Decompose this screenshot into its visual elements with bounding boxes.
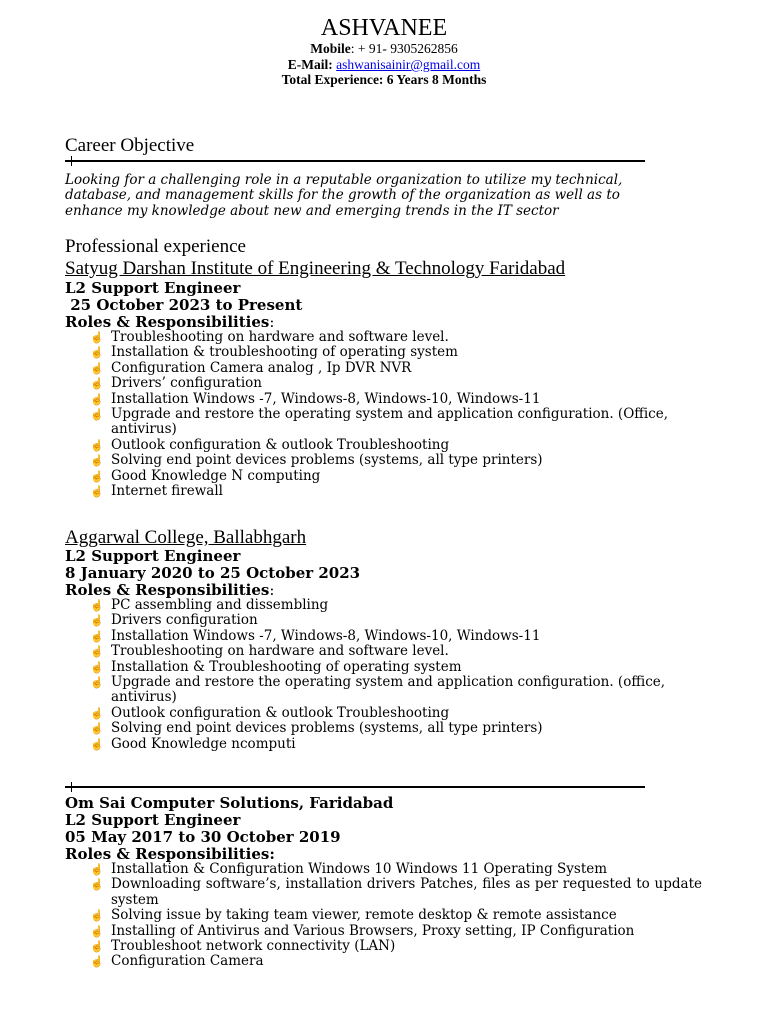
list-item: ☝ Installation & Configuration Windows 10 Windows 11 Operating System [90, 861, 608, 877]
hand-bullet-icon: ☝ [90, 361, 104, 375]
job-2-responsibilities [90, 598, 702, 752]
section-divider [65, 160, 645, 162]
list-item: ☝ Upgrade and restore the operating system and application configuration. (Office, antivirus) [90, 406, 669, 438]
total-experience: Total Experience: 6 Years 8 Months [281, 72, 487, 87]
list-item: ☝ Configuration Camera analog , Ip DVR NVR [90, 359, 412, 376]
list-item: ☝ Outlook configuration & outlook Troubleshooting [90, 436, 450, 453]
job-1-org: Satyug Darshan Institute of Engineering & Technology Faridabad [65, 258, 566, 279]
hand-bullet-icon: ☝ [90, 377, 104, 391]
job-3-title: L2 Support Engineer [65, 811, 241, 829]
job-1-responsibilities [90, 330, 702, 499]
list-item: ☝ Drivers configuration [90, 612, 258, 629]
divider-tick [71, 156, 72, 166]
hand-bullet-icon: ☝ [90, 331, 104, 344]
job-1-roles-label: Roles & Responsibilities: [65, 313, 275, 331]
mobile-label: Mobile [310, 41, 351, 56]
hand-bullet-icon: ☝ [90, 863, 104, 876]
hand-bullet-icon: ☝ [90, 614, 104, 628]
experience-heading: Professional experience [65, 236, 246, 257]
section-divider [65, 786, 645, 788]
list-item: ☝ Outlook configuration & outlook Troubleshooting [90, 704, 450, 721]
email-line [0, 57, 768, 73]
hand-bullet-icon: ☝ [90, 629, 104, 643]
job-3-responsibilities [90, 862, 702, 970]
email-link[interactable]: ashwanisainir@gmail.com [336, 57, 481, 72]
hand-bullet-icon: ☝ [90, 706, 104, 720]
candidate-name: ASHVANEE [320, 15, 448, 41]
mobile-line [0, 41, 768, 57]
list-item: ☝ Troubleshooting on hardware and software level. [90, 643, 449, 660]
objective-heading: Career Objective [65, 135, 195, 156]
job-1-title: L2 Support Engineer [65, 279, 241, 297]
hand-bullet-icon: ☝ [90, 454, 104, 468]
job-3-roles-label: Roles & Responsibilities: [65, 845, 275, 863]
list-item: ☝ Upgrade and restore the operating system and application configuration. (office, antivirus) [90, 674, 666, 706]
list-item: ☝ Solving end point devices problems (systems, all type printers) [90, 720, 543, 737]
hand-bullet-icon: ☝ [90, 924, 104, 938]
list-item: ☝ Installation Windows -7, Windows-8, Windows-10, Windows-11 [90, 627, 541, 644]
list-item: ☝ Drivers’ configuration [90, 375, 262, 392]
job-2-org: Aggarwal College, Ballabhgarh [65, 527, 307, 548]
hand-bullet-icon: ☝ [90, 660, 104, 674]
hand-bullet-icon: ☝ [90, 645, 104, 659]
hand-bullet-icon: ☝ [90, 485, 104, 499]
list-item: ☝ Downloading software’s, installation drivers Patches, files as per requested to update system [90, 876, 702, 908]
list-item: ☝ Solving end point devices problems (systems, all type printers) [90, 452, 543, 469]
hand-bullet-icon: ☝ [90, 392, 104, 406]
objective-text: Looking for a challenging role in a reputable organization to utilize my technical, database, and management skills for the growth of the organization as well as to enhance my knowledge about new and emerging trends in the IT sector [65, 172, 623, 219]
hand-bullet-icon: ☝ [90, 469, 104, 483]
hand-bullet-icon: ☝ [90, 722, 104, 736]
hand-bullet-icon: ☝ [90, 909, 104, 923]
list-item: ☝ Installation & Troubleshooting of operating system [90, 658, 462, 675]
list-item: ☝ Installation & troubleshooting of operating system [90, 344, 458, 361]
hand-bullet-icon: ☝ [90, 676, 104, 690]
list-item: ☝ Good Knowledge N computing [90, 467, 321, 484]
list-item: ☝ Good Knowledge ncomputi [90, 735, 296, 752]
hand-bullet-icon: ☝ [90, 878, 104, 892]
list-item: ☝ Troubleshoot network connectivity (LAN) [90, 938, 396, 955]
job-2-title: L2 Support Engineer [65, 547, 241, 565]
job-2-roles-label: Roles & Responsibilities: [65, 581, 275, 599]
list-item: ☝ Installing of Antivirus and Various Browsers, Proxy setting, IP Configuration [90, 922, 635, 939]
list-item: ☝ Installation Windows -7, Windows-8, Windows-10, Windows-11 [90, 390, 541, 407]
mobile-value: : + 91- 9305262856 [350, 41, 458, 56]
job-3-org: Om Sai Computer Solutions, Faridabad [65, 794, 394, 812]
list-item: ☝ Internet firewall [90, 483, 223, 500]
job-2-dates: 8 January 2020 to 25 October 2023 [65, 564, 361, 582]
hand-bullet-icon: ☝ [90, 955, 104, 969]
email-label: E-Mail: [287, 57, 337, 72]
hand-bullet-icon: ☝ [90, 737, 104, 751]
list-item: ☝ Solving issue by taking team viewer, remote desktop & remote assistance [90, 907, 617, 924]
list-item: ☝ Configuration Camera [90, 953, 264, 970]
list-item: ☝ PC assembling and dissembling [90, 597, 329, 613]
divider-tick [71, 782, 72, 792]
job-3-dates: 05 May 2017 to 30 October 2019 [65, 828, 341, 846]
hand-bullet-icon: ☝ [90, 408, 104, 422]
hand-bullet-icon: ☝ [90, 599, 104, 612]
job-1-dates: 25 October 2023 to Present [65, 296, 303, 314]
hand-bullet-icon: ☝ [90, 940, 104, 954]
list-item: ☝ Troubleshooting on hardware and software level. [90, 329, 449, 345]
hand-bullet-icon: ☝ [90, 346, 104, 360]
hand-bullet-icon: ☝ [90, 438, 104, 452]
